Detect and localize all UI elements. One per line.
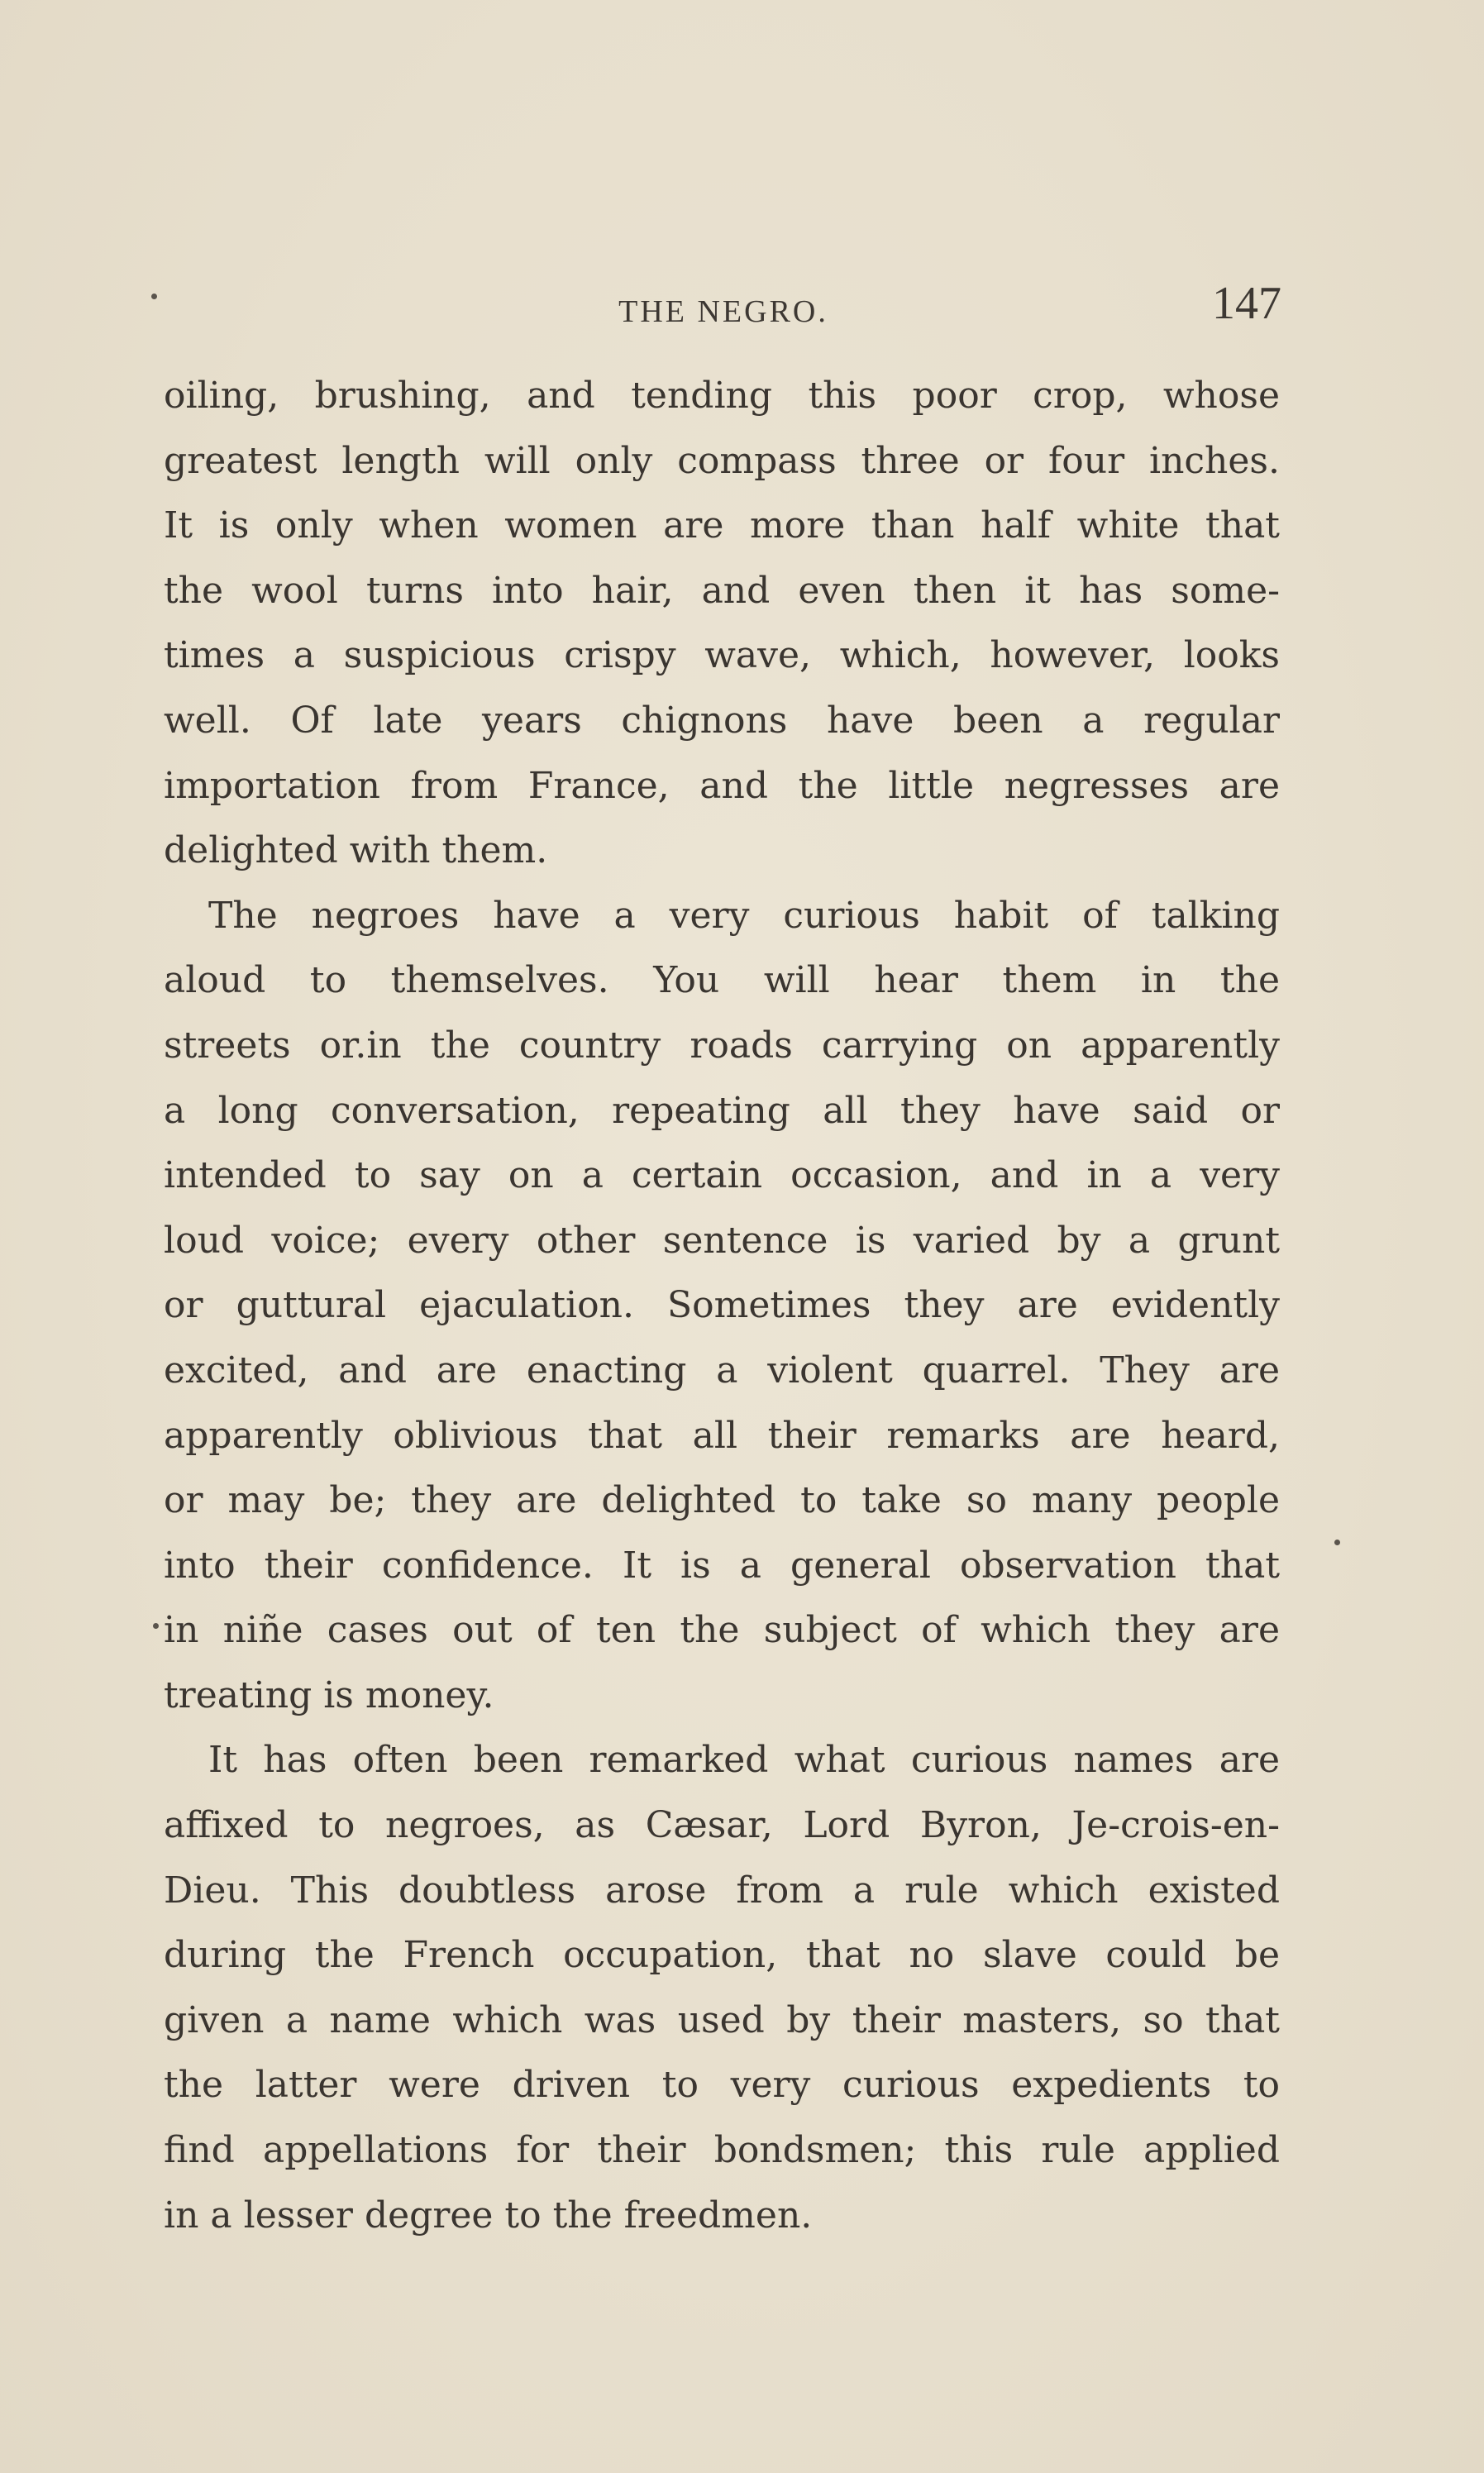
body-text bbox=[164, 364, 1280, 2248]
ink-speck bbox=[153, 1623, 159, 1629]
text-line: greatest length will only compass three or four inches. bbox=[164, 439, 1280, 482]
text-line: Dieu. This doubtless arose from a rule which existed bbox=[164, 1869, 1280, 1912]
paragraph bbox=[164, 364, 1280, 884]
text-line: find appellations for their bondsmen; this rule applied bbox=[164, 2129, 1280, 2172]
text-line: given a name which was used by their masters, so that bbox=[164, 1998, 1280, 2041]
text-line: in niñe cases out of ten the subject of which they are bbox=[164, 1609, 1280, 1652]
text-line: streets or.in the country roads carrying on apparently bbox=[164, 1024, 1280, 1067]
text-line: times a suspicious crispy wave, which, however, looks bbox=[164, 634, 1280, 677]
text-line: the wool turns into hair, and even then it has some- bbox=[164, 569, 1280, 612]
text-line: delighted with them. bbox=[164, 829, 548, 872]
paragraph bbox=[164, 884, 1280, 1729]
text-line: It has often been remarked what curious names are bbox=[208, 1739, 1280, 1782]
text-line: well. Of late years chignons have been a regular bbox=[164, 699, 1280, 742]
running-head bbox=[165, 277, 1281, 343]
paragraph bbox=[164, 1728, 1280, 2248]
text-line: into their confidence. It is a general observation that bbox=[164, 1544, 1280, 1587]
text-line: The negroes have a very curious habit of talking bbox=[208, 894, 1280, 937]
running-title: THE NEGRO. bbox=[618, 294, 828, 329]
text-line: in a lesser degree to the freedmen. bbox=[164, 2194, 813, 2237]
text-line: It is only when women are more than half white that bbox=[164, 504, 1280, 547]
text-line: a long conversation, repeating all they have said or bbox=[164, 1089, 1280, 1132]
text-line: oiling, brushing, and tending this poor crop, whose bbox=[164, 375, 1280, 417]
text-line: excited, and are enacting a violent quarrel. They are bbox=[164, 1349, 1280, 1392]
text-line: aloud to themselves. You will hear them in the bbox=[164, 959, 1280, 1002]
ink-speck bbox=[1334, 1540, 1340, 1545]
text-line: or may be; they are delighted to take so many people bbox=[164, 1479, 1280, 1522]
text-line: loud voice; every other sentence is varied by a grunt bbox=[164, 1219, 1280, 1262]
page-number: 147 bbox=[1212, 278, 1281, 329]
text-line: importation from France, and the little negresses are bbox=[164, 764, 1280, 807]
text-line: during the French occupation, that no slave could be bbox=[164, 1934, 1280, 1977]
text-line: affixed to negroes, as Cæsar, Lord Byron, Je-crois-en- bbox=[164, 1804, 1280, 1847]
text-line: the latter were driven to very curious expedients to bbox=[164, 2064, 1280, 2107]
text-line: intended to say on a certain occasion, and in a very bbox=[164, 1154, 1280, 1197]
ink-speck bbox=[151, 294, 157, 299]
text-line: or guttural ejaculation. Sometimes they are evidently bbox=[164, 1284, 1280, 1327]
text-line: apparently oblivious that all their remarks are heard, bbox=[164, 1414, 1280, 1457]
text-line: treating is money. bbox=[164, 1673, 494, 1716]
